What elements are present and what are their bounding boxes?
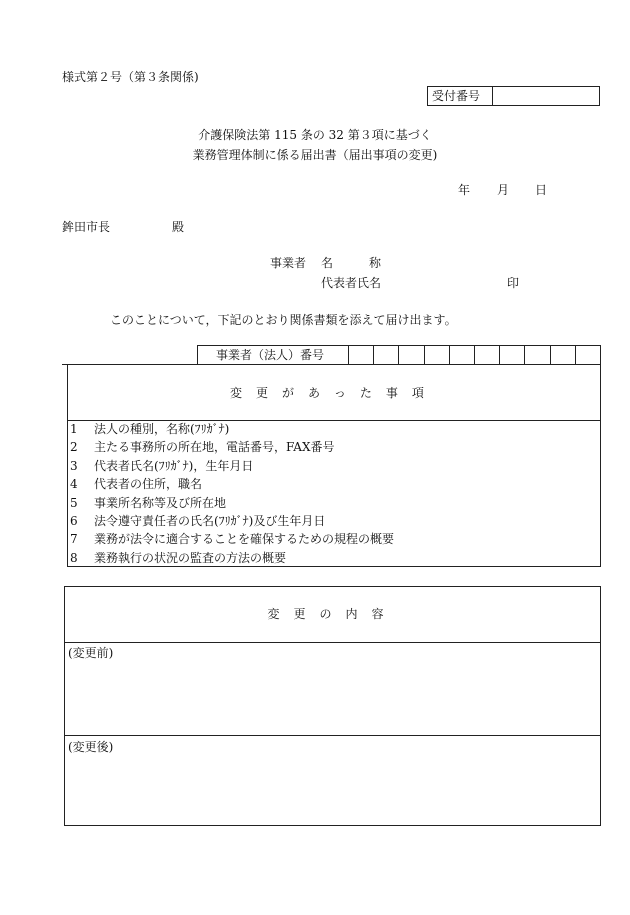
business-number-digit-cell[interactable] xyxy=(399,348,422,362)
business-number-digit-cell[interactable] xyxy=(500,348,523,362)
changed-item-number: 1 xyxy=(70,422,78,436)
changed-item xyxy=(70,440,335,454)
receipt-number-box xyxy=(427,86,600,106)
changed-item xyxy=(70,477,202,491)
changed-item-text: 業務が法令に適合することを確保するための規程の概要 xyxy=(94,532,395,547)
before-change-field[interactable] xyxy=(68,665,596,729)
addressee-honorific: 殿 xyxy=(172,220,185,234)
changed-item-text: 代表者氏名(ﾌﾘｶﾞﾅ)，生年月日 xyxy=(94,458,254,473)
changed-item-number: 7 xyxy=(70,532,78,547)
receipt-number-field[interactable] xyxy=(498,89,596,103)
date-month-label: 月 xyxy=(497,183,510,197)
changed-item-number: 6 xyxy=(70,514,78,528)
changed-item xyxy=(70,459,253,473)
changed-item-text: 法人の種別，名称(ﾌﾘｶﾞﾅ) xyxy=(94,422,230,436)
changed-item-text: 法令遵守責任者の氏名(ﾌﾘｶﾞﾅ)及び生年月日 xyxy=(94,514,326,528)
business-number-digit-cell[interactable] xyxy=(349,348,372,362)
changed-item-text: 事業所名称等及び所在地 xyxy=(94,495,227,510)
changed-item-number: 5 xyxy=(70,495,78,510)
changed-item xyxy=(70,422,229,436)
submission-statement: このことについて，下記のとおり関係書類を添えて届け出ます。 xyxy=(110,313,457,327)
changed-item-number: 3 xyxy=(70,458,78,473)
applicant-label: 事業者 xyxy=(270,256,307,270)
changed-item xyxy=(70,514,325,528)
changed-item-text: 代表者の住所，職名 xyxy=(94,477,203,492)
business-number-digit-cell[interactable] xyxy=(525,348,548,362)
document-title-line-2: 業務管理体制に係る届出書（届出事項の変更) xyxy=(192,148,438,162)
seal-mark: 印 xyxy=(507,276,520,290)
changed-item xyxy=(70,496,226,510)
business-number-digit-cell[interactable] xyxy=(551,348,574,362)
form-number: 様式第２号（第３条関係) xyxy=(62,70,199,84)
business-number-row xyxy=(197,345,601,365)
applicant-name-label: 名 称 xyxy=(321,256,382,270)
date-year-label: 年 xyxy=(458,183,471,197)
changed-item xyxy=(70,532,394,546)
business-number-digit-cell[interactable] xyxy=(374,348,397,362)
after-change-label: (変更後) xyxy=(68,740,114,754)
business-number-label: 事業者（法人）番号 xyxy=(216,348,325,362)
change-content-table xyxy=(64,586,601,826)
changed-item-number: 4 xyxy=(70,477,78,492)
changed-item-text: 主たる事務所の所在地，電話番号，FAX番号 xyxy=(94,440,335,455)
addressee-name: 鉾田市長 xyxy=(62,220,111,234)
business-number-digit-cell[interactable] xyxy=(450,348,473,362)
business-number-digit-cell[interactable] xyxy=(425,348,448,362)
after-change-field[interactable] xyxy=(68,759,596,821)
receipt-number-label: 受付番号 xyxy=(432,89,481,103)
business-number-digit-cell[interactable] xyxy=(475,348,498,362)
changed-item-text: 業務執行の状況の監査の方法の概要 xyxy=(94,550,287,565)
change-content-header: 変更の内容 xyxy=(267,607,398,621)
changed-item-number: 8 xyxy=(70,550,78,565)
changed-items-header: 変更があった事項 xyxy=(230,386,438,400)
document-title-line-1: 介護保険法第 115 条の 32 第３項に基づく xyxy=(198,128,432,142)
before-change-label: (変更前) xyxy=(68,646,114,660)
changed-item-number: 2 xyxy=(70,440,78,455)
changed-item xyxy=(70,551,286,565)
date-day-label: 日 xyxy=(535,183,548,197)
representative-name-label: 代表者氏名 xyxy=(321,276,382,290)
business-number-digit-cell[interactable] xyxy=(576,348,599,362)
